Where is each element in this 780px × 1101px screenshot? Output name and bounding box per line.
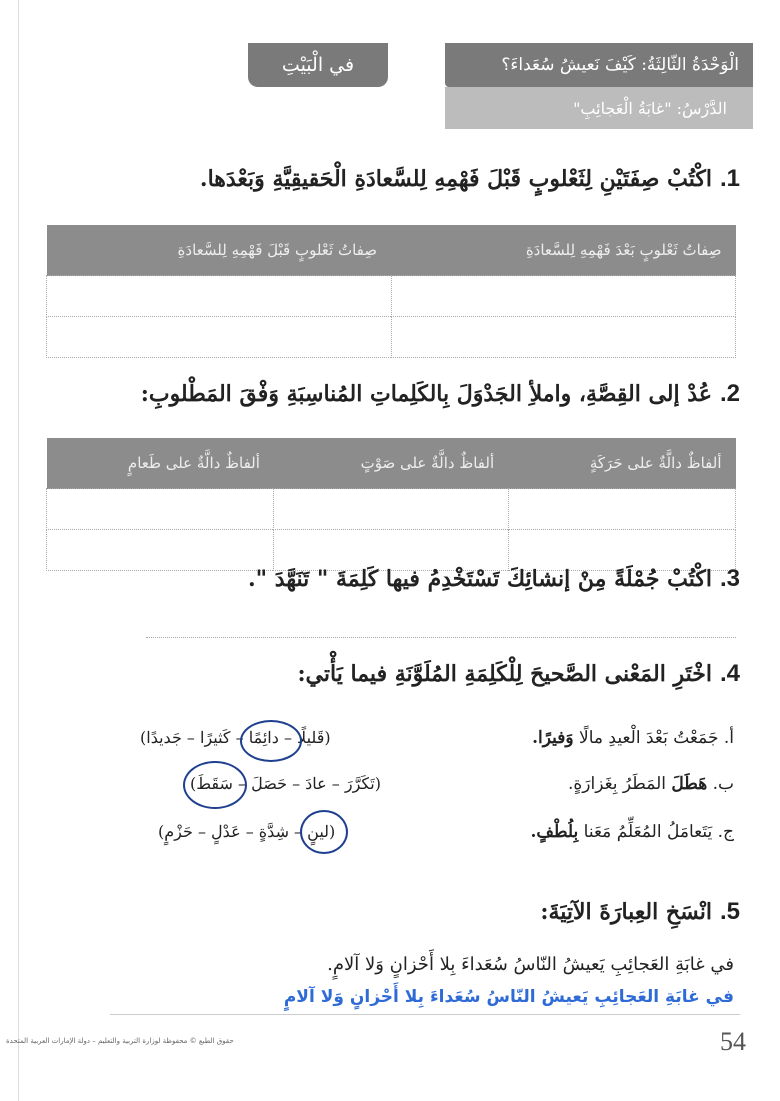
q4-item-b [568,774,734,794]
q1-col-before: صِفاتُ ثَعْلوبٍ قَبْلَ فَهْمِهِ لِلسَّعادَةِ [47,225,392,276]
answer-circle [240,720,302,762]
q4-options-a[interactable] [140,728,331,747]
q2-cell[interactable] [47,489,274,530]
item-sentence: جَمَعْتُ بَعْدَ الْعيدِ مالًا [579,728,719,748]
q1-cell[interactable] [47,276,392,317]
q2-table [46,438,736,571]
source-sentence: في غابَةِ العَجائِبِ يَعيشُ النّاسُ سُعَداءَ بِلا أَحْزانٍ وَلا آلامٍ. [327,954,734,975]
question-2 [141,380,740,408]
copyright-notice: حقوق الطبع © محفوظة لوزارة التربية والتعليم – دولة الإمارات العربية المتحدة [6,1037,234,1045]
answer-circle [300,810,348,854]
question-text: اكْتُبْ جُمْلَةً مِنْ إنشائِكَ تَسْتَخْدِمُ فيها كَلِمَةَ " تَنَهَّدَ ". [247,566,712,592]
q2-col-food: ألفاظٌ دالَّةٌ على طَعامٍ [47,438,274,489]
item-label: ب. [712,774,734,794]
q2-col-movement: ألفاظٌ دالَّةٌ على حَرَكَةٍ [508,438,735,489]
question-text: عُدْ إلى القِصَّةِ، واملأِ الجَدْوَلَ بِالكَلِماتِ المُناسِبَةِ وَفْقَ المَطْلوبِ: [140,381,712,407]
question-5 [540,898,740,926]
copied-sentence[interactable]: في غابَةِ العَجائِبِ يَعيشُ النّاسُ سُعَداءَ بِلا أَحْزانٍ وَلا آلامٍ [283,987,734,1007]
item-label: أ. [723,728,734,748]
q1-cell[interactable] [47,317,392,358]
question-1 [200,165,740,193]
item-options: (لينٍ – شِدَّةٍ – عَدْلٍ – حَزْمٍ) [158,822,336,841]
question-3 [248,565,740,593]
question-number: 2. [719,380,740,407]
q2-col-sound: ألفاظٌ دالَّةٌ على صَوْتٍ [274,438,508,489]
question-number: 1. [719,165,740,192]
q1-cell[interactable] [391,276,736,317]
unit-title [445,43,753,87]
copy-line [110,1014,740,1015]
item-highlight: هَطَلَ [671,774,708,794]
item-sentence: يَتَعامَلُ المُعَلِّمُ مَعَنا [583,822,713,842]
q1-col-after: صِفاتُ ثَعْلوبٍ بَعْدَ فَهْمِهِ لِلسَّعادَةِ [391,225,736,276]
q1-cell[interactable] [391,317,736,358]
item-options: (تَكَرَّرَ – عادَ – حَصَلَ – سَقَطَ) [190,774,381,793]
question-text: انْسَخِ العِبارَةَ الآتِيَةَ: [540,899,712,925]
q4-item-a [532,728,734,748]
item-sentence: المَطَرُ بِغَزارَةٍ. [567,774,666,794]
question-text: اخْتَرِ المَعْنى الصَّحيحَ لِلْكَلِمَةِ المُلَوَّنَةِ فيما يَأْتي: [297,661,712,687]
item-label: ج. [717,822,734,842]
q1-table [46,225,736,358]
home-label [248,43,388,87]
q2-cell[interactable] [274,489,508,530]
lesson-title-text: الدَّرْسُ: "غابَةُ الْعَجائِبِ" [573,98,727,118]
question-text: اكْتُبْ صِفَتَيْنِ لِثَعْلوبٍ قَبْلَ فَهْمِهِ لِلسَّعادَةِ الْحَقيقِيَّةِ وَبَعْدَها. [199,166,712,192]
item-highlight: بِلُطْفٍ. [530,822,579,842]
answer-line[interactable] [146,637,736,638]
item-highlight: وَفيرًا. [532,728,574,748]
lesson-title [445,87,753,129]
item-options: (قَليلًا – دائِمًا – كَثيرًا – جَديدًا) [140,728,331,747]
page-number: 54 [720,1027,746,1056]
question-number: 4. [719,660,740,687]
q2-cell[interactable] [508,489,735,530]
home-label-text: في الْبَيْتِ [281,54,355,76]
question-number: 5. [719,898,740,925]
question-number: 3. [719,565,740,592]
question-4 [297,660,740,688]
q4-item-c [530,822,734,842]
answer-circle [183,761,247,809]
q2-cell[interactable] [47,530,274,571]
unit-title-text: الْوَحْدَةُ الثّالِثَةُ: كَيْفَ نَعيشُ سُعَداءَ؟ [501,55,739,75]
